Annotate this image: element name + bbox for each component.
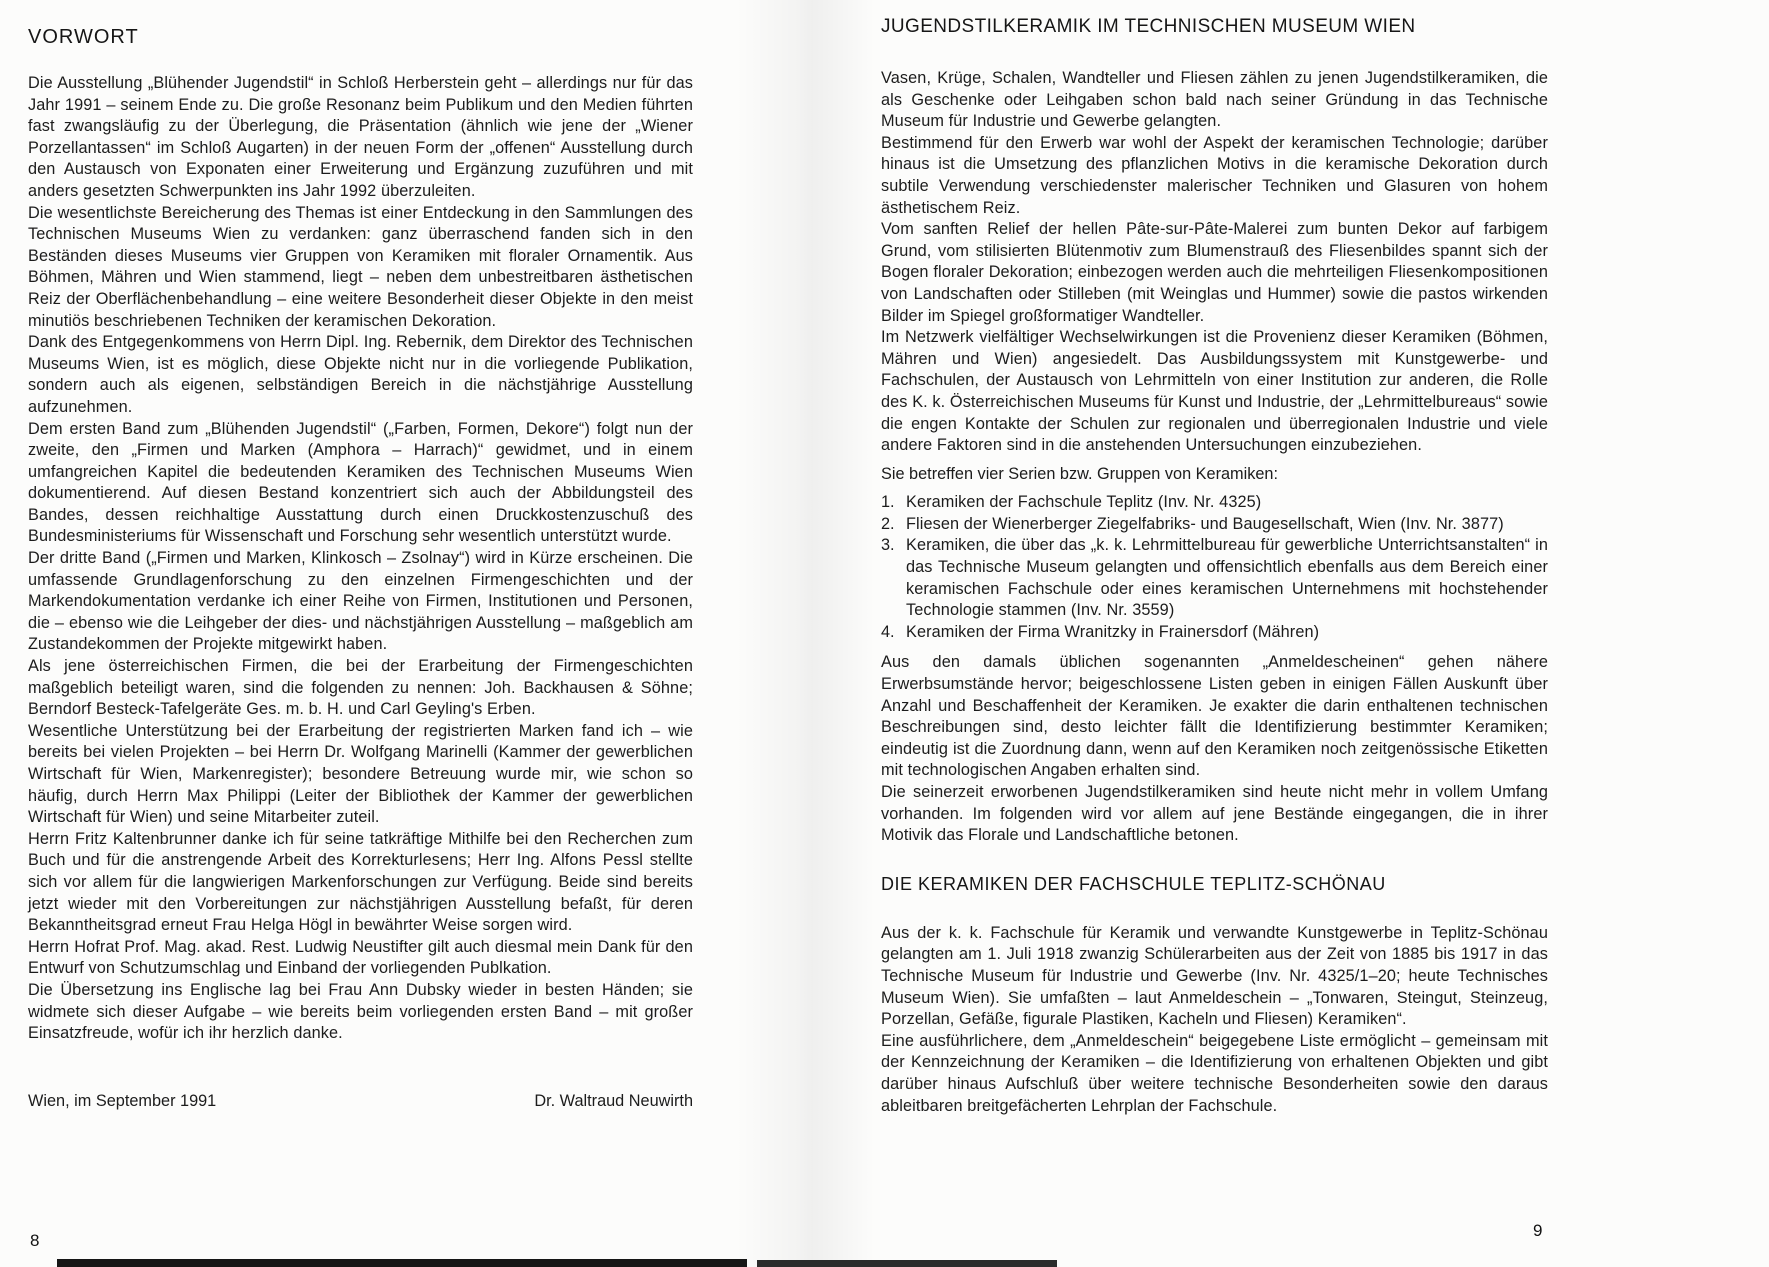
paragraph: Herrn Fritz Kaltenbrunner danke ich für seine tatkräftige Mithilfe bei den Recherchen zum Buch und für die anstrengende Arbeit des Korrekturlesens; Herr Ing. Alfons Pessl stellte sich vor allem für die langwierigen Markenforschungen zur Verfügung. Beide sind bereits jetzt wieder mit den Vorbereitungen zur nächstjährigen Ausstellung befaßt, für deren Bekanntheitsgrad erneut Frau Helga Högl in bewährter Weise sorgen wird. — [28, 829, 693, 935]
paragraph: Bestimmend für den Erwerb war wohl der Aspekt der keramischen Technologie; darüber hinaus ist die Umsetzung des pflanzlichen Motivs in die keramische Dekoration durch subtile Verwendung verschiedenster malerischer Techniken und Glasuren von hohem ästhetischem Reiz. — [881, 133, 1548, 217]
list-item-text: Keramiken der Firma Wranitzky in Frainersdorf (Mähren) — [906, 622, 1320, 641]
page-right — [881, 16, 1548, 1117]
paragraph: Eine ausführlichere, dem „Anmeldeschein“ beigegebene Liste ermöglicht – gemeinsam mit der Kennzeichnung der Keramiken – die Identifizierung von erhaltenen Objekten und gibt darüber hinaus Aufschluß über weitere technische Besonderheiten sowie den daraus ableitbaren breitgefächerten Lehrplan der Fachschule. — [881, 1031, 1548, 1115]
list-item — [881, 492, 1548, 514]
paragraph: Aus den damals üblichen sogenannten „Anmeldescheinen“ gehen nähere Erwerbsumstände hervor; beigeschlossene Listen geben in einigen Fällen Auskunft über Anzahl und Beschaffenheit der Keramiken. Je exakter die darin enthaltenen technischen Beschreibungen sind, desto leichter fällt die Identifizierung bestimmter Keramiken; eindeutig ist die Zuordnung dann, wenn auf den Keramiken noch zeitgenössische Etiketten mit technologischen Angaben erhalten sind. — [881, 653, 1548, 780]
list-item-text: Keramiken der Fachschule Teplitz (Inv. Nr. 4325) — [906, 493, 1262, 512]
right-page-intro — [881, 68, 1548, 457]
right-page-subsection — [881, 923, 1548, 1117]
paragraph: Als jene österreichischen Firmen, die bei der Erarbeitung der Firmengeschichten maßgeblich beteiligt waren, sind die folgenden zu nennen: Joh. Backhausen & Söhne; Berndorf Besteck-Tafelgeräte Ges. m. b. H. und Carl Geyling's Erben. — [28, 657, 693, 719]
paragraph: Die wesentlichste Bereicherung des Themas ist einer Entdeckung in den Sammlungen des Technischen Museums Wien zu verdanken: ganz überraschend fanden sich in den Beständen dieses Museums vier Gruppen von Keramiken mit floraler Ornamentik. Aus Böhmen, Mähren und Wien stammend, liegt – neben dem unbestreitbaren ästhetischen Reiz der Oberflächenbehandlung – eine weitere Besonderheit dieser Objekte in den meist minutiös beschriebenen Techniken der keramischen Dekoration. — [28, 203, 693, 330]
list-item — [881, 535, 1548, 621]
keramik-series-list — [881, 492, 1548, 643]
list-item — [881, 622, 1548, 644]
right-page-title: JUGENDSTILKERAMIK IM TECHNISCHEN MUSEUM WIEN — [881, 16, 1416, 37]
paragraph: Vasen, Krüge, Schalen, Wandteller und Fliesen zählen zu jenen Jugendstilkeramiken, die als Geschenke oder Leihgaben schon bald nach seiner Gründung in das Technische Museum für Industrie und Gewerbe gelangten. — [881, 69, 1548, 131]
page-number-right: 9 — [1533, 1221, 1543, 1240]
paragraph: Herrn Hofrat Prof. Mag. akad. Rest. Ludwig Neustifter gilt auch diesmal mein Dank für den Entwurf von Schutzumschlag und Einband der vorliegenden Publkation. — [28, 937, 693, 978]
list-item-text: Fliesen der Wienerberger Ziegelfabriks- und Baugesellschaft, Wien (Inv. Nr. 3877) — [906, 514, 1504, 533]
paragraph: Dank des Entgegenkommens von Herrn Dipl. Ing. Rebernik, dem Direktor des Technischen Museums Wien, ist es möglich, diese Objekte nicht nur in die vorliegende Publikation, sondern auch als eigenen, selbständigen Bereich in die nächstjährige Ausstellung aufzunehmen. — [28, 333, 693, 416]
signature-place-date: Wien, im September 1991 — [28, 1091, 217, 1110]
paragraph: Im Netzwerk vielfältiger Wechselwirkungen ist die Provenienz dieser Keramiken (Böhmen, Mähren und Wien) angesiedelt. Das Ausbildungssystem mit Kunstgewerbe- und Fachschulen, der Austausch von Lehrmitteln von einer Institution zur anderen, die Rolle des K. k. Österreichischen Museums für Kunst und Industrie, der „Lehrmittelbureaus“ sowie die engen Kontakte der Schulen zur regionalen und überregionalen Industrie und viele andere Faktoren sind in die anstehenden Untersuchungen einzubeziehen. — [881, 328, 1548, 455]
paragraph: Dem ersten Band zum „Blühenden Jugendstil“ („Farben, Formen, Dekore“) folgt nun der zweite, den „Firmen und Marken (Amphora – Harrach)“ gewidmet, und in einem umfangreichen Kapitel die bedeutenden Keramiken des Technischen Museums Wien dokumentierend. Auf diesen Bestand konzentriert sich auch der Abbildungsteil des Bandes, dessen reichhaltige Ausstattung durch einen Druckkostenzuschuß des Bundesministeriums für Wissenschaft und Forschung sehr wesentlich unterstützt wurde. — [28, 419, 693, 546]
paragraph: Wesentliche Unterstützung bei der Erarbeitung der registrierten Marken fand ich – wie bereits bei vielen Projekten – bei Herrn Dr. Wolfgang Marinelli (Kammer der gewerblichen Wirtschaft für Wien, Markenregister); besondere Betreuung wurde mir, wie schon so häufig, durch Herrn Max Philippi (Leiter der Bibliothek der Kammer der gewerblichen Wirtschaft für Wien) und seine Mitarbeiter zuteil. — [28, 721, 693, 827]
list-lead-in: Sie betreffen vier Serien bzw. Gruppen von Keramiken: — [881, 464, 1278, 483]
paragraph: Vom sanften Relief der hellen Pâte-sur-Pâte-Malerei zum bunten Dekor auf farbigem Grund, vom stilisierten Blütenmotiv zum Blumenstrauß des Fliesenbildes spannt sich der Bogen floraler Dekoration; einbezogen werden auch die mehrteiligen Fliesenkompositionen von Landschaften oder Stilleben (mit Weinglas und Hummer) sowie die pastos wirkenden Bilder im Spiegel großformatiger Wandteller. — [881, 220, 1548, 325]
left-page-body — [28, 73, 693, 1045]
page-gutter-shadow — [735, 0, 875, 1267]
list-item — [881, 514, 1548, 536]
page-left — [28, 26, 693, 1112]
paragraph: Aus der k. k. Fachschule für Keramik und verwandte Kunstgewerbe in Teplitz-Schönau gelangten am 1. Juli 1918 zwanzig Schülerarbeiten aus der Zeit von 1885 bis 1917 in das Technische Museum für Industrie und Gewerbe (Inv. Nr. 4325/1–20; heute Technisches Museum Wien). Sie umfaßten – laut Anmeldeschein – „Tonwaren, Steingut, Steinzeug, Porzellan, Gefäße, figurale Plastiken, Kacheln und Fliesen) Keramiken“. — [881, 923, 1548, 1029]
scan-edge-bar — [757, 1260, 1057, 1267]
paragraph: Die seinerzeit erworbenen Jugendstilkeramiken sind heute nicht mehr in vollem Umfang vorhanden. Im folgenden wird vor allem auf jene Bestände eingegangen, die in ihrer Motivik das Florale und Landschaftliche betonen. — [881, 783, 1548, 845]
left-page-title: VORWORT — [28, 26, 139, 48]
signature-author: Dr. Waltraud Neuwirth — [534, 1091, 693, 1110]
paragraph: Der dritte Band („Firmen und Marken, Klinkosch – Zsolnay“) wird in Kürze erscheinen. Die umfassende Grundlagenforschung zu den einzelnen Firmengeschichten und der Markendokumentation verdanke ich einer Reihe von Firmen, Institutionen und Personen, die – ebenso wie die Leihgeber der dies- und nächstjährigen Ausstellung – maßgeblich am Zustandekommen der Projekte mitgewirkt haben. — [28, 549, 693, 654]
list-item-text: Keramiken, die über das „k. k. Lehrmittelbureau für gewerbliche Unterrichtsanstalten“ in das Technische Museum gelangten und offensichtlich ebenfalls aus dem Bereich einer keramischen Fachschule oder eines keramischen Unternehmens mit hochstehender Technologie stammen (Inv. Nr. 3559) — [906, 536, 1548, 620]
list-item-marker: 4. — [881, 622, 895, 641]
scan-edge-bar — [57, 1259, 747, 1267]
paragraph: Die Übersetzung ins Englische lag bei Frau Ann Dubsky wieder in besten Händen; sie widmete sich dieser Aufgabe – wie bereits beim vorliegenden ersten Band – mit großer Einsatzfreude, wofür ich ihr herzlich danke. — [28, 980, 693, 1043]
right-page-subheading: DIE KERAMIKEN DER FACHSCHULE TEPLITZ-SCHÖNAU — [881, 873, 1386, 894]
page-number-left: 8 — [30, 1231, 40, 1250]
paragraph: Die Ausstellung „Blühender Jugendstil“ in Schloß Herberstein geht – allerdings nur für das Jahr 1991 – seinem Ende zu. Die große Resonanz beim Publikum und den Medien führten fast zwangsläufig zu der Überlegung, die Präsentation (ähnlich wie jene der „Wiener Porzellantassen“ im Schloß Augarten) in der neuen Form der „offenen“ Ausstellung durch den Austausch von Exponaten einer Erweiterung und Ergänzung zuzuführen und mit anders gesetzten Schwerpunkten ins Jahr 1992 überzuleiten. — [28, 74, 693, 200]
list-item-marker: 2. — [881, 514, 895, 533]
signature-row — [28, 1091, 693, 1113]
list-item-marker: 3. — [881, 536, 895, 555]
list-item-marker: 1. — [881, 493, 895, 512]
right-page-after-list — [881, 652, 1548, 846]
